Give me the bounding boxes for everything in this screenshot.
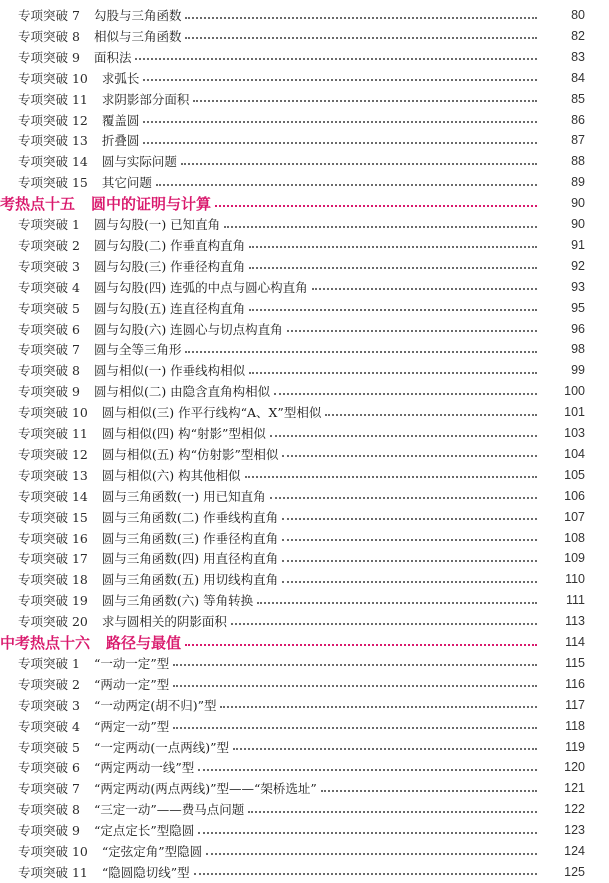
entry-label: 专项突破 15 [18,175,88,191]
entry-title: 圆与勾股(二) 作垂直构直角 [93,237,246,253]
page-number: 98 [571,342,585,357]
toc-entry[interactable] [0,485,609,507]
page-number: 106 [564,488,585,503]
toc-entry[interactable] [0,213,609,235]
page-number: 113 [565,614,585,629]
page-number: 82 [571,28,585,43]
toc-entry[interactable] [0,109,609,131]
dot-leader [185,350,537,353]
entry-label: 专项突破 12 [18,446,88,462]
entry-title: “隐圆隐切线”型 [101,864,190,880]
page-number: 111 [565,593,585,608]
dot-leader [206,852,537,855]
entry-label: 专项突破 5 [18,300,80,316]
entry-label: 专项突破 6 [18,321,80,337]
toc-entry[interactable] [0,589,609,611]
entry-title: 面积法 [93,49,132,65]
entry-label: 专项突破 9 [18,823,80,839]
dot-leader [274,392,537,395]
page-number: 119 [565,739,585,754]
entry-label: 专项突破 12 [18,112,88,128]
toc-entry[interactable] [0,67,609,89]
toc-entry[interactable] [0,527,609,549]
toc-entry[interactable] [0,255,609,277]
dot-leader [282,580,537,583]
dot-leader [194,872,537,875]
page-number: 85 [571,91,585,106]
entry-title: 圆与勾股(五) 连直径构直角 [93,300,246,316]
entry-title: 圆与三角函数(二) 作垂线构直角 [101,509,279,525]
toc-entry[interactable] [0,234,609,256]
toc-entry[interactable] [0,547,609,569]
page-number: 84 [571,70,585,85]
page-number: 90 [571,217,585,231]
page-number: 101 [564,405,585,420]
entry-label: 专项突破 7 [18,8,80,23]
entry-title: 圆与三角函数(三) 作垂径构直角 [101,530,279,546]
dot-leader [325,413,537,416]
entry-title: 圆与相似(三) 作平行线构“A、X”型相似 [101,405,322,421]
entry-title: 圆与相似(五) 构“仿射影”型相似 [101,446,279,462]
dot-leader [282,454,537,457]
entry-label: 专项突破 17 [18,551,88,567]
page-number: 91 [571,237,585,252]
dot-leader [185,643,537,646]
page-number: 87 [571,133,585,148]
dot-leader [173,663,537,666]
toc-entry[interactable] [0,610,609,632]
entry-title: “定弦定角”型隐圆 [101,844,203,859]
entry-label: 专项突破 15 [18,509,88,525]
entry-label: 专项突破 10 [18,70,88,86]
toc-entry[interactable] [0,694,609,716]
entry-title: 圆与实际问题 [101,154,177,170]
entry-label: 专项突破 2 [18,237,80,253]
toc-entry[interactable] [0,171,609,193]
entry-label: 专项突破 13 [18,467,88,483]
page-number: 109 [564,551,585,566]
toc-entry[interactable] [0,422,609,444]
entry-title: 覆盖圆 [101,112,140,128]
section-label: 考热点十五 [0,194,76,213]
dot-leader [233,747,537,750]
entry-label: 专项突破 18 [18,572,88,588]
entry-title: “一动一定”型 [93,655,170,671]
dot-leader [181,162,537,165]
entry-label: 专项突破 1 [18,655,80,671]
toc-entry[interactable] [0,443,609,465]
page-number: 110 [565,572,585,587]
entry-label: 专项突破 8 [18,28,80,44]
toc-entry[interactable] [0,861,609,883]
toc-entry[interactable] [0,756,609,778]
toc-entry[interactable] [0,46,609,68]
entry-title: “两动一定”型 [93,676,170,692]
dot-leader [198,831,537,834]
entry-label: 专项突破 16 [18,530,88,546]
entry-title: 圆与三角函数(一) 用已知直角 [101,488,266,504]
toc-entry[interactable] [0,129,609,151]
entry-title: 求阴影部分面积 [101,91,190,107]
entry-title: “一动两定(胡不归)”型 [93,697,217,713]
toc-section-heading[interactable] [0,192,609,214]
toc-entry[interactable] [0,506,609,528]
page-number: 121 [564,781,585,796]
toc-entry[interactable] [0,568,609,590]
toc-entry[interactable] [0,150,609,172]
dot-leader [143,120,537,123]
dot-leader [270,496,537,499]
toc-entry[interactable] [0,819,609,841]
entry-label: 专项突破 11 [18,864,88,880]
dot-leader [282,517,537,520]
entry-label: 专项突破 14 [18,488,88,504]
page-number: 118 [565,718,585,733]
page-number: 96 [571,321,585,336]
toc-entry[interactable] [0,777,609,799]
dot-leader [248,810,537,813]
dot-leader [249,371,537,374]
page-number: 93 [571,279,585,294]
entry-label: 专项突破 10 [18,405,88,421]
entry-title: 圆与三角函数(五) 用切线构直角 [101,572,279,588]
entry-label: 专项突破 8 [18,363,80,379]
page-number: 100 [564,384,585,399]
page-number: 92 [571,258,585,273]
page-number: 105 [564,467,585,482]
page-number: 90 [571,196,585,211]
page-number: 83 [571,49,585,64]
entry-title: 圆与相似(四) 构“射影”型相似 [101,426,266,441]
entry-title: 圆与勾股(四) 连弧的中点与圆心构直角 [93,279,308,295]
entry-title: 圆与相似(六) 构其他相似 [101,467,241,483]
entry-title: 圆与三角函数(四) 用直径构直角 [101,551,279,567]
entry-label: 专项突破 3 [18,697,80,713]
entry-label: 专项突破 11 [18,91,88,107]
page-number: 86 [571,112,585,127]
toc-entry[interactable] [0,798,609,820]
dot-leader [249,245,537,248]
page-number: 123 [564,823,585,838]
toc-entry[interactable] [0,652,609,674]
page-number: 108 [564,530,585,545]
entry-label: 专项突破 1 [18,217,80,232]
entry-title: 圆与相似(二) 由隐含直角构相似 [93,384,271,400]
toc-entry[interactable] [0,464,609,486]
dot-leader [287,329,537,332]
page-number: 99 [571,363,585,378]
toc-entry[interactable] [0,338,609,360]
page-number: 116 [565,676,585,691]
entry-title: 其它问题 [101,175,152,191]
page-number: 122 [564,802,585,817]
entry-label: 专项突破 3 [18,258,80,274]
dot-leader [245,475,537,478]
entry-title: 求弧长 [101,70,140,86]
dot-leader [185,36,537,39]
section-label: 中考热点十六 [0,633,91,652]
dot-leader [282,538,537,541]
toc-entry[interactable] [0,4,609,26]
entry-title: 圆与勾股(三) 作垂径构直角 [93,258,246,274]
toc-entry[interactable] [0,401,609,423]
entry-label: 专项突破 13 [18,133,88,149]
toc-entry[interactable] [0,25,609,47]
page-number: 104 [564,446,585,461]
toc-entry[interactable] [0,673,609,695]
dot-leader [312,287,537,290]
entry-title: 折叠圆 [101,133,140,149]
entry-title: 圆与全等三角形 [93,342,182,358]
entry-title: “定点定长”型隐圆 [93,823,195,839]
dot-leader [156,183,537,186]
entry-title: “两定两动一线”型 [93,760,195,776]
page-number: 124 [564,844,585,858]
entry-title: 圆与勾股(一) 已知直角 [93,217,221,232]
entry-label: 专项突破 9 [18,49,80,65]
dot-leader [270,434,537,437]
entry-label: 专项突破 5 [18,739,80,755]
entry-title: “一定两动(一点两线)”型 [93,739,229,755]
toc-entry[interactable] [0,715,609,737]
entry-label: 专项突破 19 [18,593,88,609]
dot-leader [224,225,537,228]
entry-label: 专项突破 14 [18,154,88,170]
entry-title: “两定一动”型 [93,718,170,734]
toc-entry[interactable] [0,380,609,402]
entry-label: 专项突破 10 [18,844,88,859]
dot-leader [282,559,537,562]
entry-title: 圆与三角函数(六) 等角转换 [101,593,254,609]
entry-title: 勾股与三角函数 [93,8,182,23]
dot-leader [198,768,537,771]
toc-entry[interactable] [0,359,609,381]
dot-leader [249,266,537,269]
entry-title: 圆与勾股(六) 连圆心与切点构直角 [93,321,283,337]
entry-label: 专项突破 7 [18,342,80,358]
toc-entry[interactable] [0,297,609,319]
page-number: 125 [564,864,585,879]
entry-label: 专项突破 4 [18,718,80,734]
dot-leader [143,141,537,144]
dot-leader [215,204,537,207]
toc-entry[interactable] [0,840,609,862]
entry-label: 专项突破 6 [18,760,80,776]
dot-leader [173,684,537,687]
page-number: 88 [571,154,585,169]
section-title: 路径与最值 [106,633,182,652]
entry-label: 专项突破 9 [18,384,80,400]
dot-leader [249,308,537,311]
dot-leader [257,601,537,604]
entry-label: 专项突破 11 [18,426,88,441]
section-title: 圆中的证明与计算 [91,194,212,213]
page-number: 114 [565,635,585,649]
page-number: 80 [571,8,585,22]
dot-leader [143,78,537,81]
entry-title: 圆与相似(一) 作垂线构相似 [93,363,246,379]
dot-leader [173,726,537,729]
dot-leader [193,99,537,102]
page-number: 89 [571,175,585,190]
entry-title: “两定两动(两点两线)”型——“架桥选址” [93,781,317,797]
entry-title: 相似与三角函数 [93,28,182,44]
page-number: 120 [564,760,585,775]
dot-leader [231,622,537,625]
toc-entry[interactable] [0,736,609,758]
toc-section-heading[interactable] [0,631,609,653]
entry-label: 专项突破 4 [18,279,80,295]
entry-label: 专项突破 2 [18,676,80,692]
entry-label: 专项突破 7 [18,781,80,797]
toc-entry[interactable] [0,318,609,340]
page-number: 115 [565,655,585,670]
entry-title: 求与圆相关的阴影面积 [101,614,227,630]
page-number: 107 [564,509,585,524]
page-number: 95 [571,300,585,315]
toc-entry[interactable] [0,276,609,298]
page-number: 117 [565,697,585,712]
entry-title: “三定一动”——费马点问题 [93,802,245,818]
dot-leader [220,705,537,708]
toc-entry[interactable] [0,88,609,110]
dot-leader [135,57,537,60]
dot-leader [185,16,537,19]
entry-label: 专项突破 20 [18,614,88,630]
dot-leader [321,789,537,792]
entry-label: 专项突破 8 [18,802,80,818]
page-number: 103 [564,426,585,440]
